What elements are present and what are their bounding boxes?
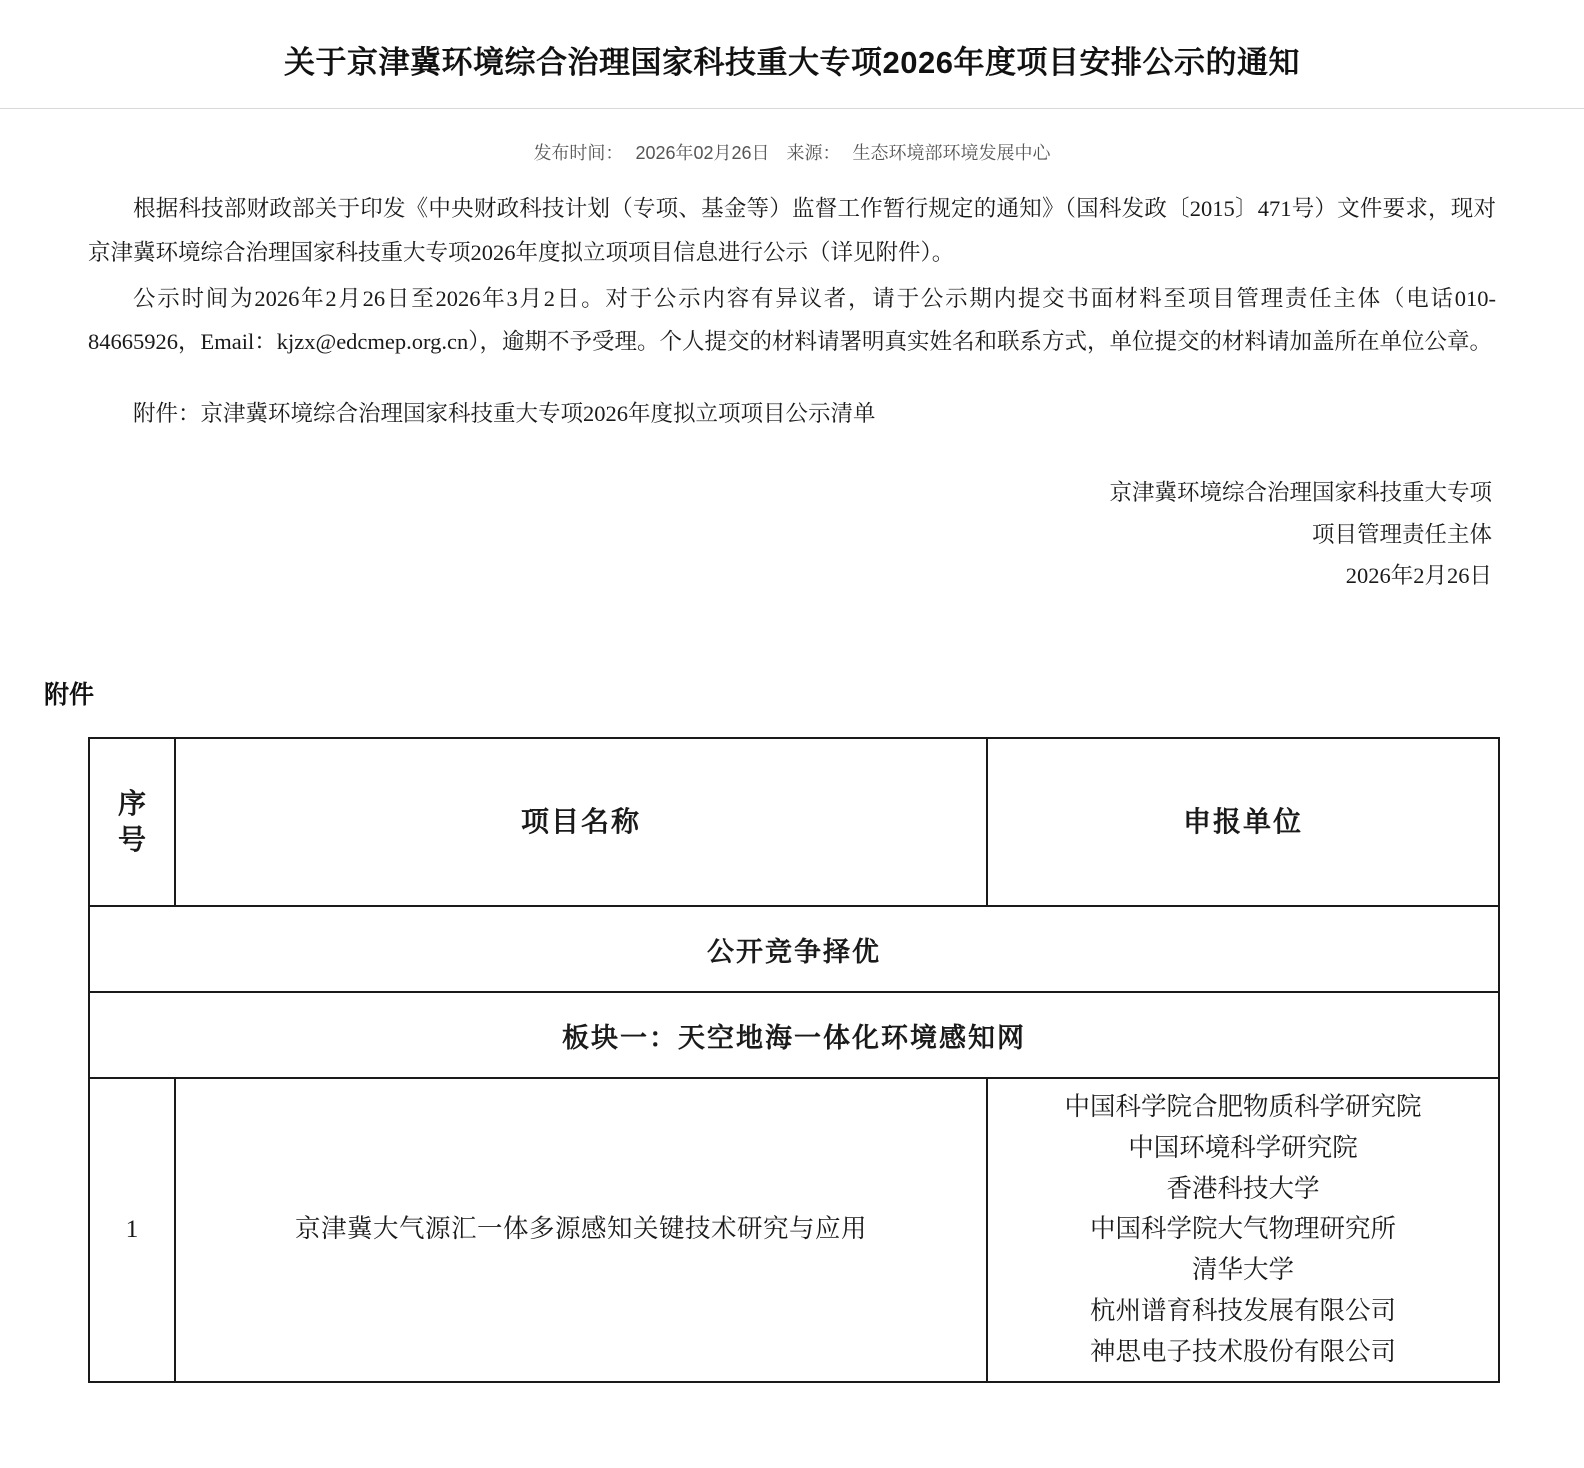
row-applicant-units <box>987 1078 1499 1382</box>
publish-time-value: 2026年02月26日 <box>635 142 770 163</box>
applicant-unit: 神思电子技术股份有限公司 <box>1089 1336 1396 1366</box>
title-block <box>0 0 1584 84</box>
row-number: 1 <box>89 1078 175 1382</box>
project-list-table <box>88 737 1500 1383</box>
body-text <box>0 177 1584 436</box>
table-header-row <box>89 738 1499 906</box>
table-section-row <box>89 992 1499 1078</box>
paragraph-1: 根据科技部财政部关于印发《中央财政科技计划（专项、基金等）监督工作暂行规定的通知》（国科发政〔2015〕471号）文件要求，现对京津冀环境综合治理国家科技重大专项2026年度拟立项项目信息进行公示（详见附件）。 <box>88 195 1496 265</box>
applicant-unit: 中国环境科学研究院 <box>1128 1132 1358 1162</box>
document-meta <box>0 109 1584 177</box>
paragraph-2: 公示时间为2026年2月26日至2026年3月2日。对于公示内容有异议者，请于公示期内提交书面材料至项目管理责任主体（电话010-84665926，Email：kjzx@edcmep.org.cn），逾期不予受理。个人提交的材料请署明真实姓名和联系方式，单位提交的材料请加盖所在单位公章。 <box>88 285 1496 355</box>
table-section-row <box>89 906 1499 992</box>
table-row <box>89 1078 1499 1382</box>
applicant-unit: 中国科学院大气物理研究所 <box>1089 1214 1396 1244</box>
applicant-unit: 杭州谱育科技发展有限公司 <box>1089 1296 1396 1326</box>
signature-line-2: 项目管理责任主体 <box>1311 521 1492 547</box>
attachment-reference: 附件：京津冀环境综合治理国家科技重大专项2026年度拟立项项目公示清单 <box>133 401 876 427</box>
column-header-no-line1: 序 <box>117 787 146 819</box>
page-title: 关于京津冀环境综合治理国家科技重大专项2026年度项目安排公示的通知 <box>284 45 1300 80</box>
applicant-unit: 中国科学院合肥物质科学研究院 <box>1064 1092 1422 1122</box>
source-label: 来源： <box>786 142 841 163</box>
signature-line-3: 2026年2月26日 <box>1345 563 1492 589</box>
attachment-table-wrapper <box>0 711 1584 1423</box>
column-header-project-name: 项目名称 <box>175 738 987 906</box>
signature-block <box>0 438 1584 597</box>
attachment-heading: 附件 <box>44 681 95 710</box>
publish-time-label: 发布时间： <box>533 142 624 163</box>
row-project-name: 京津冀大气源汇一体多源感知关键技术研究与应用 <box>175 1078 987 1382</box>
applicant-unit: 香港科技大学 <box>1166 1173 1320 1203</box>
section-title-sector-one: 板块一：天空地海一体化环境感知网 <box>89 992 1499 1078</box>
column-header-applicant-unit: 申报单位 <box>987 738 1499 906</box>
signature-line-1: 京津冀环境综合治理国家科技重大专项 <box>1109 480 1492 506</box>
column-header-no <box>89 738 175 906</box>
section-title-open-competition: 公开竞争择优 <box>89 906 1499 992</box>
applicant-unit: 清华大学 <box>1191 1255 1294 1285</box>
source-value: 生态环境部环境发展中心 <box>852 142 1051 163</box>
column-header-no-line2: 号 <box>117 824 146 856</box>
